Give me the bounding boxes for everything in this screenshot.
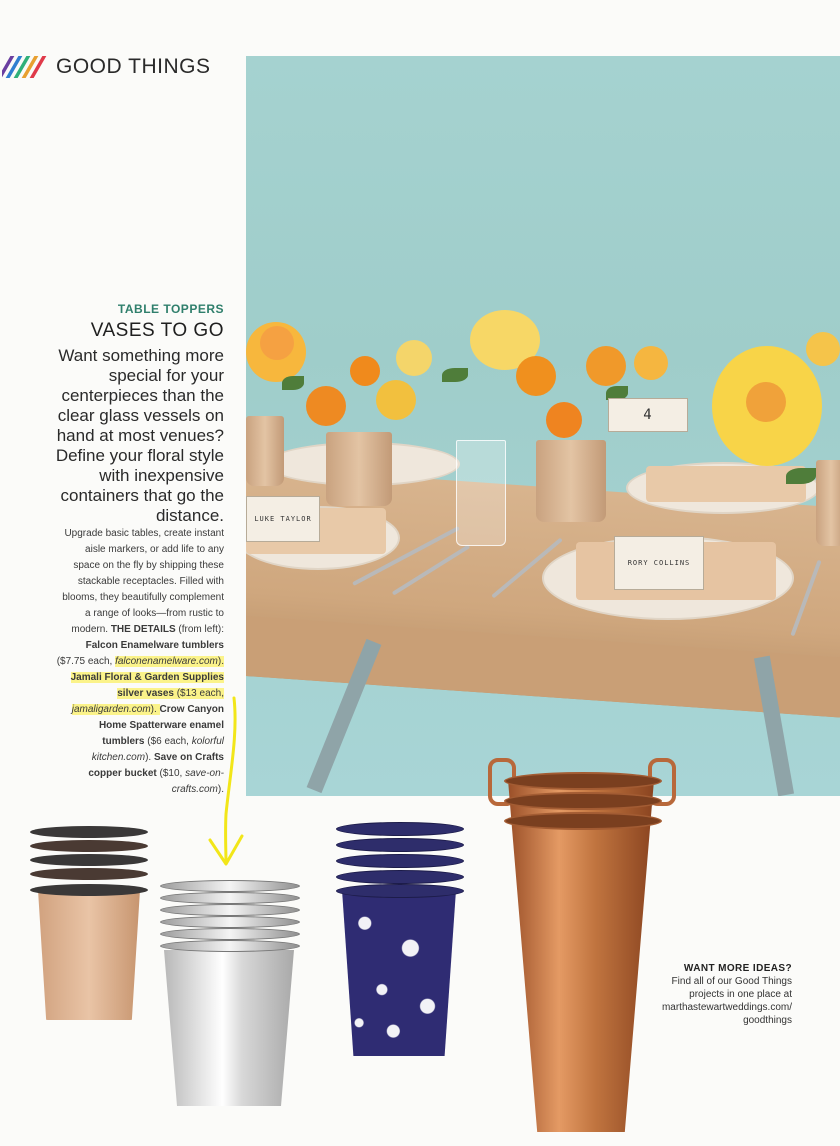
item4-price: ($10,	[156, 768, 186, 779]
details-label: THE DETAILS	[110, 624, 176, 635]
flower	[260, 326, 294, 360]
flower-pot	[246, 416, 284, 486]
item1-end: ).	[217, 656, 224, 667]
more-ideas-sidebar	[650, 962, 792, 1027]
yellow-arrow-icon	[200, 694, 260, 874]
flower	[396, 340, 432, 376]
headline: VASES TO GO	[90, 320, 224, 341]
leaf	[282, 376, 304, 390]
vase-rim	[160, 940, 300, 952]
tumbler-rim	[336, 854, 464, 868]
bucket-rim	[504, 772, 662, 790]
dek: Want something more special for your centerpieces than the clear glass vessels on hand at most venues? Define your floral style with inexpensive containers that go the distance.	[55, 346, 224, 525]
tumbler-rim	[30, 840, 148, 852]
napkin	[646, 466, 806, 502]
table-number-card: 4	[608, 398, 688, 432]
hero-photo	[246, 56, 840, 796]
section-header	[0, 52, 210, 82]
vase-rim	[160, 904, 300, 916]
item3-price: ($6 each,	[144, 736, 192, 747]
marigold-flower	[546, 402, 582, 438]
item2-name: Jamali Floral & Garden Supplies silver vases	[70, 672, 224, 699]
place-card-left: LUKE TAYLOR	[246, 496, 320, 542]
flower	[746, 382, 786, 422]
vase-rim	[160, 916, 300, 928]
details-intro: (from left):	[175, 624, 224, 635]
flower	[634, 346, 668, 380]
tumbler-body	[342, 890, 456, 1056]
section-title: GOOD THINGS	[56, 55, 211, 78]
sidebar-url[interactable]: goodthings	[743, 1015, 792, 1026]
marigold-flower	[306, 386, 346, 426]
tumbler-rim	[30, 854, 148, 866]
water-glass	[456, 440, 506, 546]
marigold-flower	[586, 346, 626, 386]
sidebar-line: Find all of our Good Things	[671, 976, 792, 987]
enamelware-tumblers	[30, 826, 148, 1022]
item3-end: ).	[145, 752, 154, 763]
silver-vases	[160, 880, 298, 1106]
item2-end: ).	[150, 704, 160, 715]
sidebar-title: WANT MORE IDEAS?	[683, 963, 792, 974]
tumbler-rim	[336, 884, 464, 898]
place-card-right: RORY COLLINS	[614, 536, 704, 590]
bucket-body	[508, 780, 654, 1132]
marigold-flower	[350, 356, 380, 386]
bucket-rim	[504, 792, 662, 810]
body-paragraph: Upgrade basic tables, create instant aisle markers, or add life to any space on the fly by shipping these stackable receptacles. Filled with blooms, they beautifully complement a range of looks—from rustic to modern.	[62, 528, 224, 635]
bucket-rim	[504, 812, 662, 830]
item4-site: save-on-crafts.com	[171, 768, 224, 795]
flower-pot	[326, 432, 392, 506]
item3-name: Crow Canyon Home Spatterware enamel tumblers	[98, 704, 224, 747]
vase-rim	[160, 880, 300, 892]
vase-body	[164, 950, 294, 1106]
marigold-flower	[516, 356, 556, 396]
flower-pot	[536, 440, 606, 522]
body-text	[56, 526, 224, 798]
tumbler-rim	[30, 868, 148, 880]
item3-site: kolorful kitchen.com	[91, 736, 224, 763]
sidebar-url[interactable]: marthastewartweddings.com/	[661, 1002, 792, 1013]
flower	[806, 332, 840, 366]
vase-rim	[160, 892, 300, 904]
spatterware-tumblers	[336, 822, 462, 1058]
item1-price: ($7.75 each,	[56, 656, 116, 667]
item1-site: falconenamelware.com	[115, 656, 218, 667]
tumbler-rim	[336, 870, 464, 884]
leaf	[786, 468, 816, 484]
vase-rim	[160, 928, 300, 940]
flower-pot	[816, 460, 840, 546]
stripes-logo-icon	[2, 56, 52, 78]
item2-site: jamaligarden.com	[71, 704, 151, 715]
tumbler-rim	[30, 884, 148, 896]
tumbler-rim	[30, 826, 148, 838]
item2-price: ($13 each,	[173, 688, 224, 699]
tumbler-body	[38, 890, 140, 1020]
leaf	[442, 368, 468, 382]
kicker: TABLE TOPPERS	[117, 302, 224, 316]
item4-end: ).	[217, 784, 224, 795]
sidebar-line: projects in one place at	[689, 989, 792, 1000]
tumbler-rim	[336, 838, 464, 852]
copper-bucket	[488, 752, 674, 1134]
item4-name: Save on Crafts copper bucket	[88, 752, 224, 779]
tumbler-rim	[336, 822, 464, 836]
flower	[376, 380, 416, 420]
item1-name: Falcon Enamelware tumblers	[85, 640, 224, 651]
